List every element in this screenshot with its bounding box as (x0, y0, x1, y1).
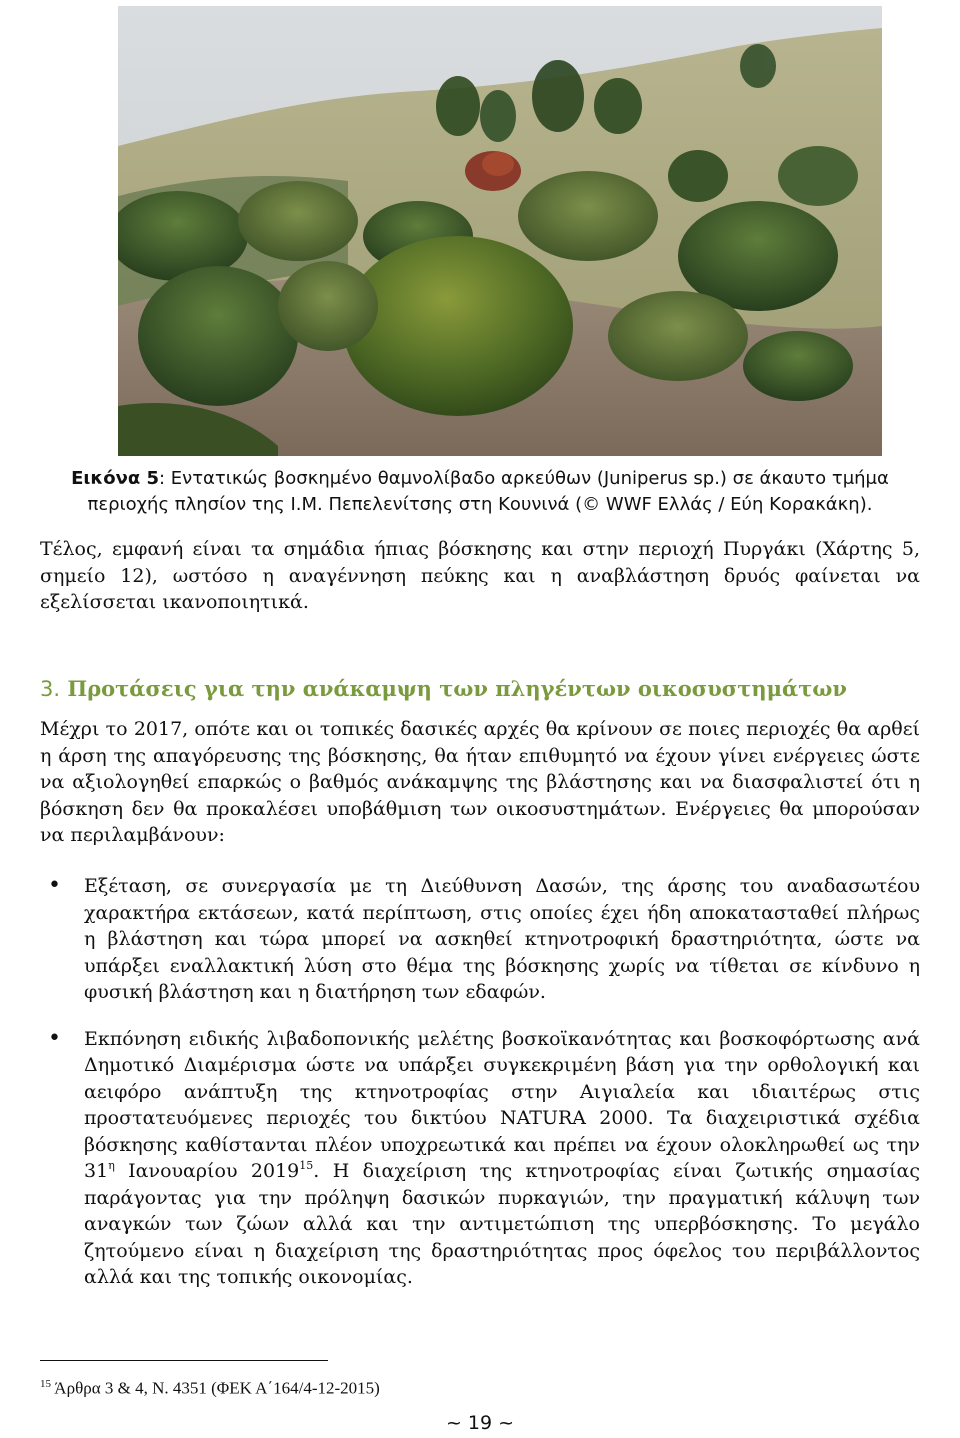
list-item-text-part-b: Ιανουαρίου 2019 (114, 1160, 300, 1182)
caption-text: : Εντατικώς βοσκημένο θαμνολίβαδο αρκεύθων (Juniperus sp.) σε άκαυτο τμήμα περιοχής πλησίον της Ι.Μ. Πεπελενίτσης στη Κουνινά (© WWF Ελλάς / Εύη Κορακάκη). (87, 468, 889, 515)
main-paragraph: Μέχρι το 2017, οπότε και οι τοπικές δασικές αρχές θα κρίνουν σε ποιες περιοχές θα αρθεί η άρση της απαγόρευσης της βόσκησης, θα ήταν επιθυμητό να έχουν γίνει ενέργειες ώστε να αξιολογηθεί επαρκώς ο βαθμός ανάκαμψης της βλάστησης και να διασφαλιστεί ότι η βόσκηση δεν θα προκαλέσει υποβάθμιση των οικοσυστημάτων. Ενέργειες θα μπορούσαν να περιλαμβάνουν: (40, 718, 920, 846)
caption-label: Εικόνα 5 (71, 468, 159, 489)
section-heading (40, 676, 920, 701)
list-item-text: Εξέταση, σε συνεργασία με τη Διεύθυνση Δασών, της άρσης του αναδασωτέου χαρακτήρα εκτάσεων, κατά περίπτωση, στις οποίες έχει ήδη αποκατασταθεί πλήρως η βλάστηση και τώρα μπορεί να ασκηθεί κτηνοτροφική δραστηριότητα, ώστε να υπάρξει εναλλακτική λύση στο θέμα της βόσκησης χωρίς να τίθεται σε κίνδυνο η φυσική βλάστηση και η διατήρηση των εδαφών. (84, 875, 920, 1003)
list-item (40, 873, 920, 1006)
ordinal-superscript: η (108, 1158, 115, 1172)
bullet-icon: • (48, 873, 61, 898)
intro-paragraph: Τέλος, εμφανή είναι τα σημάδια ήπιας βόσκησης και στην περιοχή Πυργάκι (Χάρτης 5, σημείο 12), ωστόσο η αναγέννηση πεύκης και η αναβλάστηση δρυός φαίνεται να εξελίσσεται ικανοποιητικά. (40, 538, 920, 613)
list-item-text-part-a: Εκπόνηση ειδικής λιβαδοπονικής μελέτης βοσκοϊκανότητας και βοσκοφόρτωσης ανά Δημοτικό Διαμέρισμα ώστε να υπάρξει συγκεκριμένη βάση για την ορθολογική και αειφόρο ανάπτυξη της κτηνοτροφίας στην Αιγιαλεία και ιδιαιτέρως στις προστατευόμενες περιοχές του δικτύου NATURA 2000. Τα διαχειριστικά σχέδια βόσκησης καθίστανται πλέον υποχρεωτικά και πρέπει να έχουν ολοκληρωθεί ως την 31 (84, 1027, 920, 1182)
list-item (40, 1026, 920, 1291)
section-number: 3. (40, 677, 61, 701)
list-item-text-part-c: . Η διαχείριση της κτηνοτροφίας είναι ζωτικής σημασίας παράγοντας για την πρόληψη δασικών πυρκαγιών, την πραγματική κάλυψη των αναγκών των ζώων αλλά και την αντιμετώπιση της υπερβόσκησης. Το μεγάλο ζητούμενο είναι η διαχείριση της δραστηριότητας προς όφελος του περιβάλλοντος αλλά και της τοπικής οικονομίας. (84, 1160, 920, 1288)
footnote-divider (40, 1360, 328, 1361)
footnote-number: 15 (40, 1378, 51, 1390)
proposal-list (40, 873, 920, 1311)
figure-caption (60, 466, 900, 518)
landscape-photo (118, 6, 882, 456)
footnote-reference: 15 (299, 1158, 314, 1172)
footnote (40, 1372, 920, 1401)
page-number: ~ 19 ~ (445, 1412, 515, 1434)
shrubland-illustration (118, 6, 882, 456)
footnote-text: Άρθρα 3 & 4, Ν. 4351 (ΦΕΚ Α΄164/4-12-2015) (51, 1378, 380, 1398)
section-title: Προτάσεις για την ανάκαμψη των πληγέντων οικοσυστημάτων (67, 676, 847, 701)
bullet-icon: • (48, 1025, 61, 1051)
